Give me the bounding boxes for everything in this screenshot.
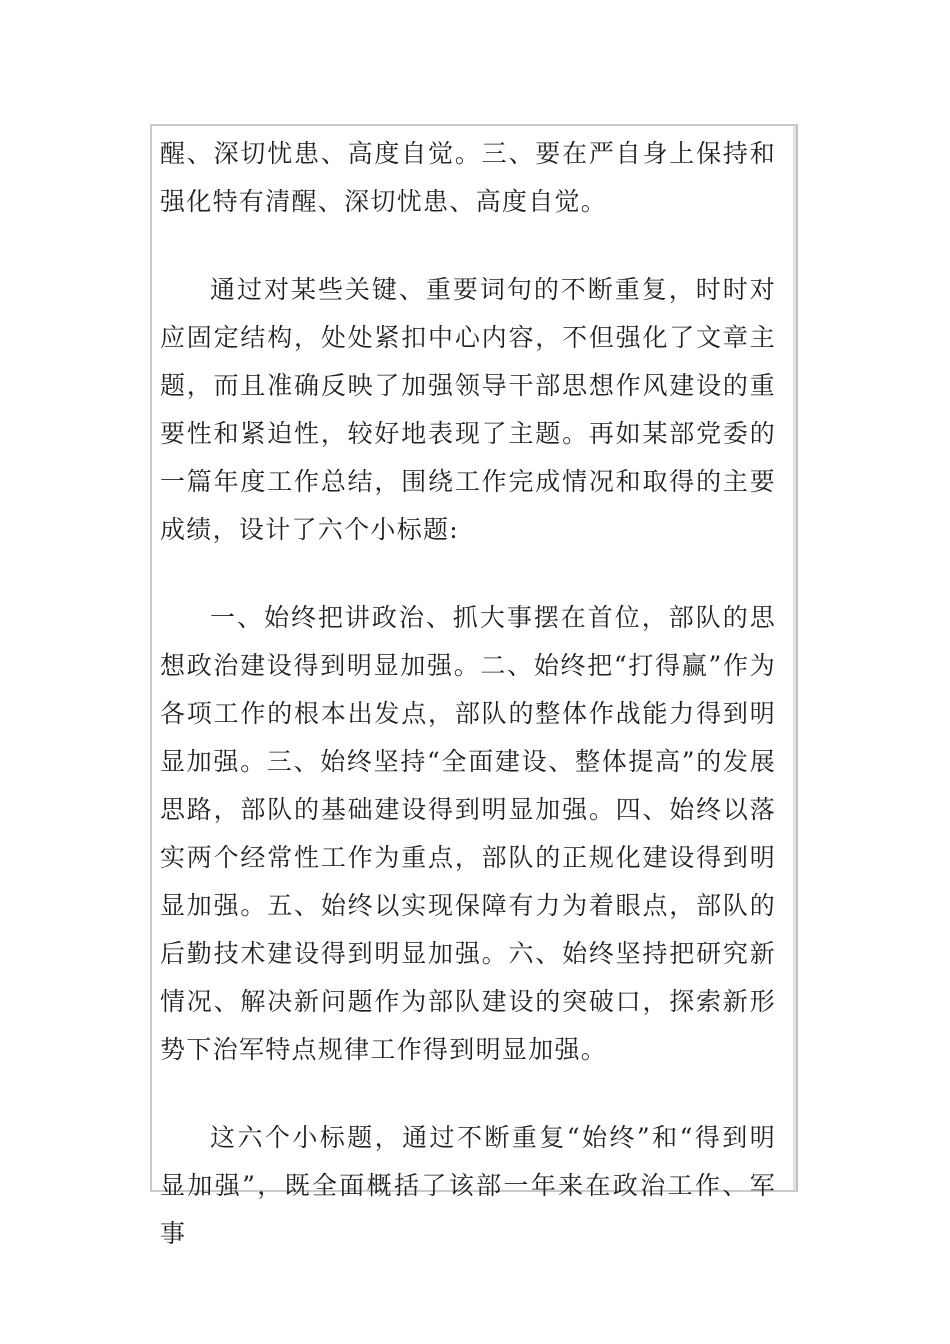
paragraph-3: 一、始终把讲政治、抓大事摆在首位，部队的思想政治建设得到明显加强。二、始终把“打得赢”作为各项工作的根本出发点，部队的整体作战能力得到明显加强。三、始终坚持“全面建设、整体提高”的发展思路，部队的基础建设得到明显加强。四、始终以落实两个经常性工作为重点，部队的正规化建设得到明显加强。五、始终以实现保障有力为着眼点，部队的后勤技术建设得到明显加强。六、始终坚持把研究新情况、解决新问题作为部队建设的突破口，探索新形势下治军特点规律工作得到明显加强。	[160, 603, 776, 1064]
paragraph-1: 醒、深切忧患、高度自觉。三、要在严自身上保持和强化特有清醒、深切忧患、高度自觉。	[160, 139, 776, 216]
paragraph-4: 这六个小标题，通过不断重复“始终”和“得到明显加强”，既全面概括了该部一年来在政治工作、军事	[160, 1123, 776, 1248]
paragraph-2: 通过对某些关键、重要词句的不断重复，时时对应固定结构，处处紧扣中心内容，不但强化了文章主题，而且准确反映了加强领导干部思想作风建设的重要性和紧迫性，较好地表现了主题。再如某部党委的一篇年度工作总结，围绕工作完成情况和取得的主要成绩，设计了六个小标题:	[160, 275, 776, 544]
document-body	[160, 130, 776, 1258]
document-page	[150, 124, 798, 1248]
